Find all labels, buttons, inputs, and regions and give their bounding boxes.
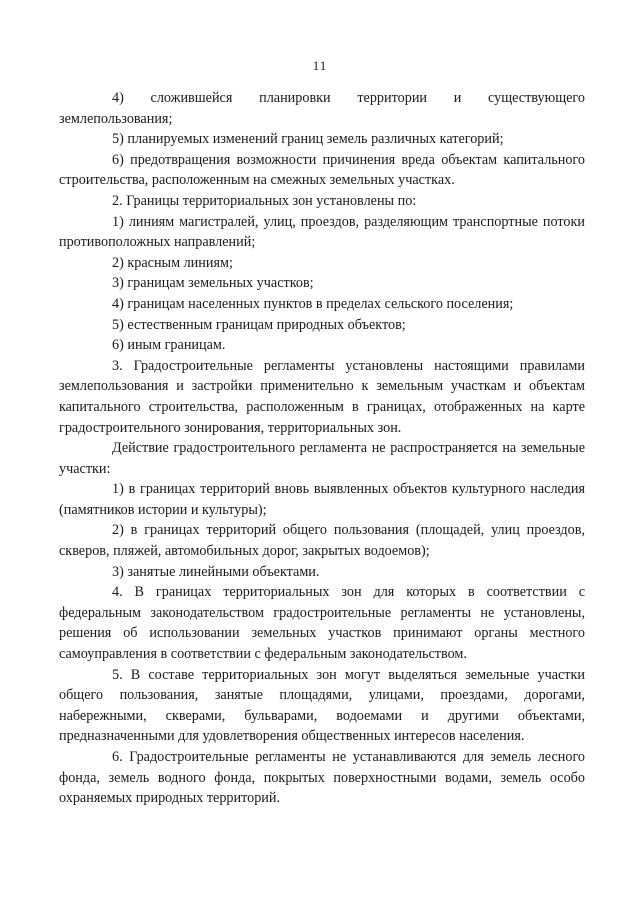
paragraph-item-6: 6) предотвращения возможности причинения вреда объектам капитального строительства, расположенным на смежных земельных участках. [59,151,585,189]
section-2-heading: 2. Границы территориальных зон установлены по: [112,192,417,209]
regulation-scope-paragraph: Действие градостроительного регламента не распространяется на земельные участки: [59,440,585,477]
paragraph-item-5: 5) планируемых изменений границ земель различных категорий; [112,131,504,148]
scope-item-1: 1) в границах территорий вновь выявленных объектов культурного наследия (памятников истории и культуры); [59,481,585,518]
document-body [59,88,585,809]
boundary-item-5: 5) естественным границам природных объектов; [112,316,406,333]
scope-item-2: 2) в границах территорий общего пользования (площадей, улиц проездов, скверов, пляжей, автомобильных дорог, закрытых водоемов); [59,522,585,560]
boundary-item-6: 6) иным границам. [112,337,226,354]
boundary-item-2: 2) красным линиям; [112,254,233,271]
paragraph-item-4: 4) сложившейся планировки территории и существующего землепользования; [59,90,585,127]
boundary-item-1: 1) линиям магистралей, улиц, проездов, разделяющим транспортные потоки противоположных направлений; [59,213,585,251]
section-5-paragraph: 5. В составе территориальных зон могут выделяться земельные участки общего пользования, занятые площадями, улицами, проездами, дорогами, набережными, скверами, бульварами, водоемами и другими объектами, предназначенными для удовлетворения общественных интересов населения. [59,666,585,745]
boundary-item-4: 4) границам населенных пунктов в пределах сельского поселения; [112,295,514,312]
section-3-paragraph: 3. Градостроительные регламенты установлены настоящими правилами землепользования и застройки применительно к земельным участкам и объектам капитального строительства, расположенным в границах, отображенных на карте градостроительного зонирования, территориальных зон. [59,357,585,436]
boundary-item-3: 3) границам земельных участков; [112,275,314,292]
section-6-paragraph: 6. Градостроительные регламенты не устанавливаются для земель лесного фонда, земель водного фонда, покрытых поверхностными водами, земель особо охраняемых природных территорий. [59,749,585,807]
section-4-paragraph: 4. В границах территориальных зон для которых в соответствии с федеральным законодательством градостроительные регламенты не установлены, решения об использовании земельных участков принимают органы местного самоуправления в соответствии с федеральным законодательством. [59,584,585,663]
scope-item-3: 3) занятые линейными объектами. [112,563,320,580]
page-number: 11 [312,58,328,73]
